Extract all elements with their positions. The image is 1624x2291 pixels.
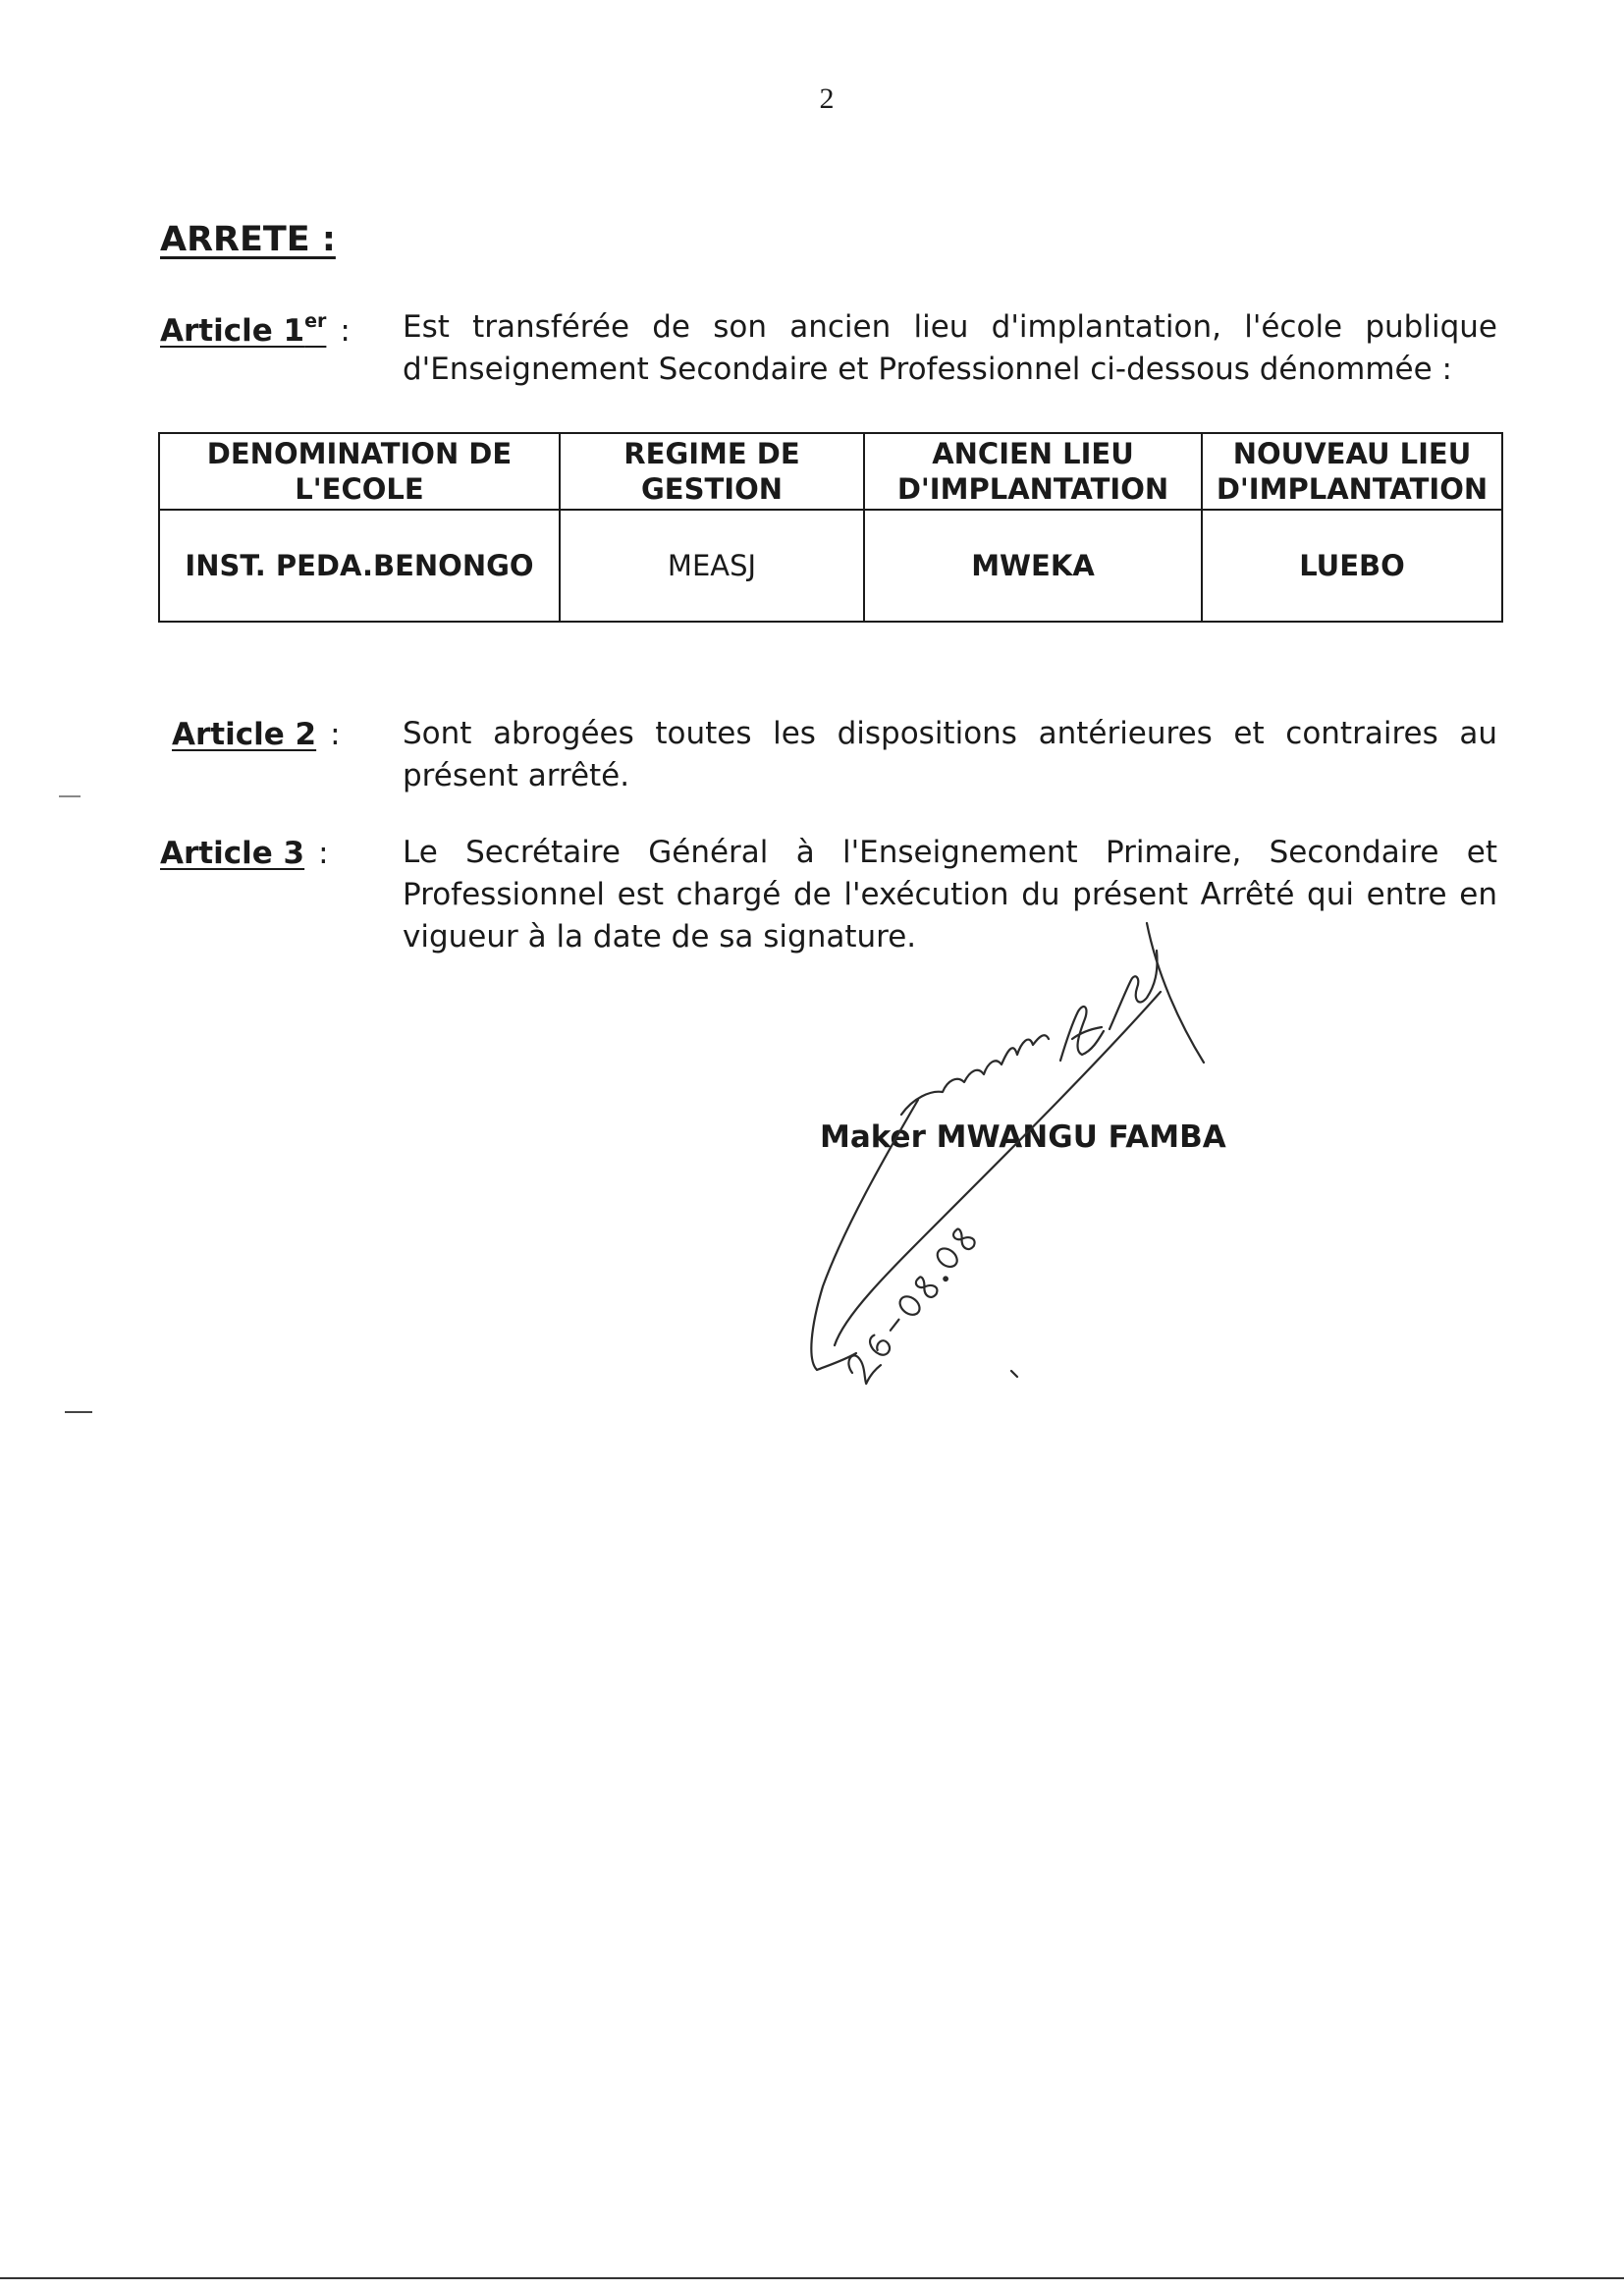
article-1-superscript: er	[304, 310, 327, 332]
article-1-text: Est transférée de son ancien lieu d'implantation, l'école publique d'Enseignement Secondaire et Professionnel ci-dessous dénommée :	[403, 309, 1497, 387]
article-2-label-text: Article 2	[172, 717, 317, 752]
cell-nouveau-lieu: LUEBO	[1202, 510, 1502, 622]
header-nouveau-lieu: NOUVEAU LIEU D'IMPLANTATION	[1202, 433, 1502, 510]
article-1-label-text: Article 1	[160, 313, 305, 349]
cell-regime: MEASJ	[560, 510, 864, 622]
cell-denomination: INST. PEDA.BENONGO	[159, 510, 560, 622]
header-denomination: DENOMINATION DE L'ECOLE	[159, 433, 560, 510]
header-regime: REGIME DE GESTION	[560, 433, 864, 510]
scan-margin-mark	[59, 795, 81, 797]
signatory-name: Maker MWANGU FAMBA	[820, 1119, 1226, 1155]
cell-ancien-lieu: MWEKA	[864, 510, 1202, 622]
article-1-colon: :	[340, 313, 351, 349]
article-3-text: Le Secrétaire Général à l'Enseignement Primaire, Secondaire et Professionnel est chargé de l'exécution du présent Arrêté qui entre en vigueur à la date de sa signature.	[403, 835, 1497, 955]
page-number: 2	[819, 82, 835, 115]
scan-margin-mark	[65, 1411, 92, 1413]
article-2-text: Sont abrogées toutes les dispositions antérieures et contraires au présent arrêté.	[403, 716, 1497, 793]
decree-heading: ARRETE :	[160, 220, 336, 259]
article-2-colon: :	[330, 717, 341, 752]
article-3-label-text: Article 3	[160, 836, 305, 871]
page-bottom-rule	[0, 2277, 1624, 2279]
article-3-colon: :	[318, 836, 329, 871]
header-ancien-lieu: ANCIEN LIEU D'IMPLANTATION	[864, 433, 1202, 510]
